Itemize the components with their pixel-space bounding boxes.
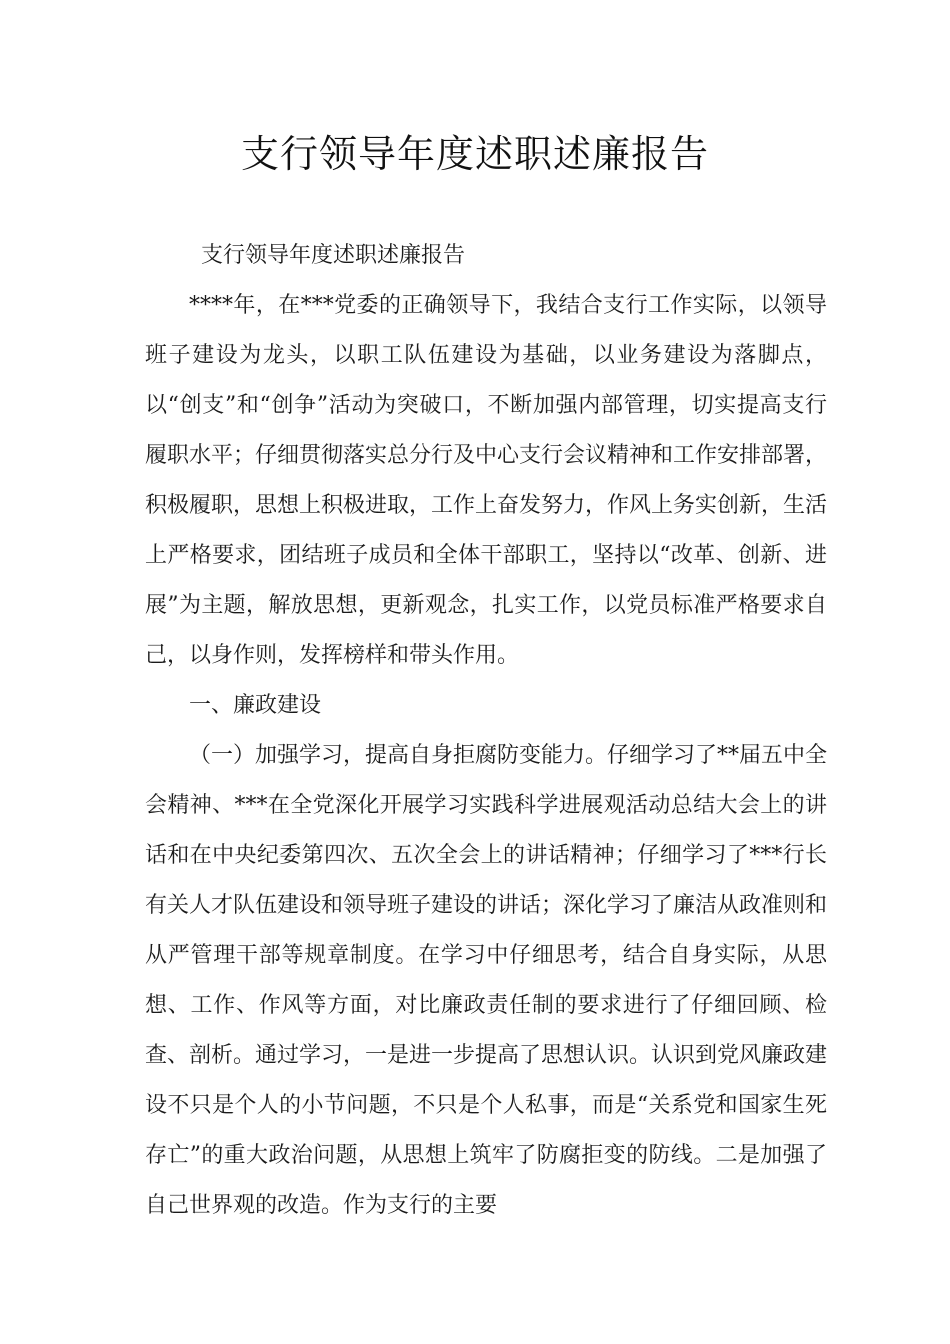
document-subtitle: 支行领导年度述职述廉报告 [201,243,466,268]
document-title: 支行领导年度述职述廉报告 [240,132,709,176]
section-heading-integrity: 一、廉政建设 [189,693,322,718]
document-body [145,231,827,1231]
paragraph-study: （一）加强学习，提高自身拒腐防变能力。仔细学习了**届五中全会精神、***在全党深化开展学习实践科学进展观活动总结大会上的讲话和在中央纪委第四次、五次全会上的讲话精神；仔细学习了***行长有关人才队伍建设和领导班子建设的讲话；深化学习了廉洁从政准则和从严管理干部等规章制度。在学习中仔细思考，结合自身实际，从思想、工作、作风等方面，对比廉政责任制的要求进行了仔细回顾、检查、剖析。通过学习，一是进一步提高了思想认识。认识到党风廉政建设不只是个人的小节问题，不只是个人私事，而是“关系党和国家生死存亡”的重大政治问题，从思想上筑牢了防腐拒变的防线。二是加强了自己世界观的改造。作为支行的主要 [145,743,828,1218]
paragraph-intro: ****年，在***党委的正确领导下，我结合支行工作实际，以领导班子建设为龙头，以职工队伍建设为基础，以业务建设为落脚点，以“创支”和“创争”活动为突破口，不断加强内部管理，切实提高支行履职水平；仔细贯彻落实总分行及中心支行会议精神和工作安排部署，积极履职，思想上积极进取，工作上奋发努力，作风上务实创新，生活上严格要求，团结班子成员和全体干部职工，坚持以“改革、创新、进展”为主题，解放思想，更新观念，扎实工作，以党员标准严格要求自己，以身作则，发挥榜样和带头作用。 [145,293,828,668]
